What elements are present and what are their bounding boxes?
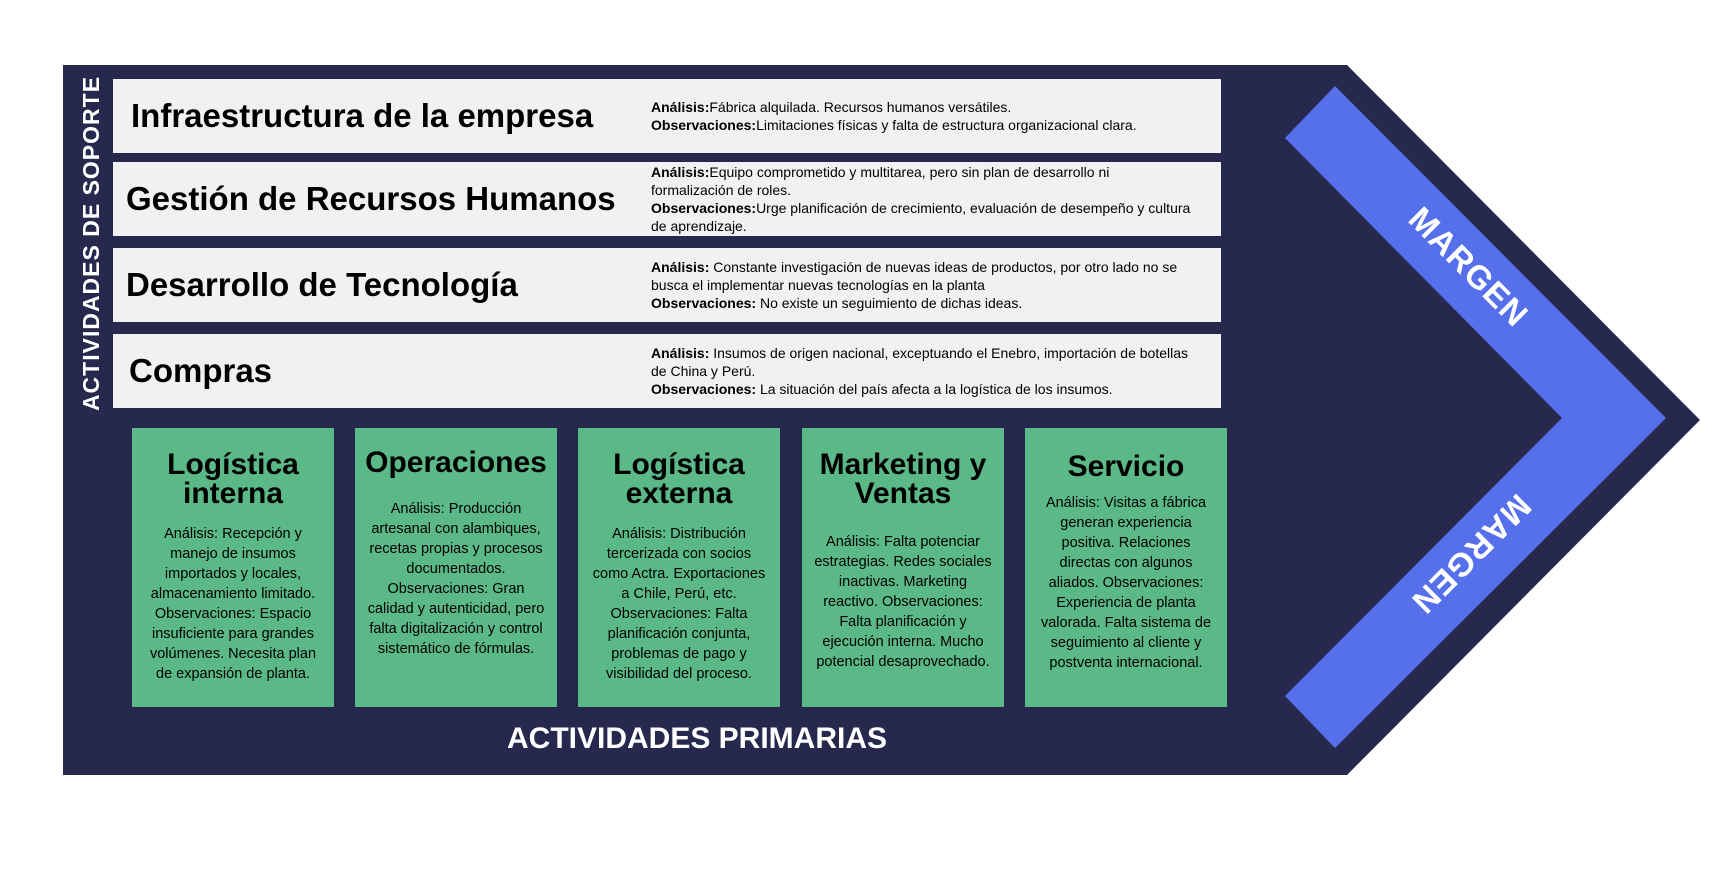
observations-line: Observaciones: La situación del país afecta a la logística de los insumos. bbox=[651, 381, 1113, 397]
primary-activities-title: ACTIVIDADES PRIMARIAS bbox=[506, 722, 888, 755]
primary-card-service bbox=[1025, 428, 1227, 707]
observations-line: Observaciones: No existe un seguimiento de dichas ideas. bbox=[651, 295, 1023, 311]
primary-card-body: Análisis: Recepción y manejo de insumos importados y locales, almacenamiento limitado. Observaciones: Espacio insuficiente para grandes volúmenes. Necesita plan de expansión de planta. bbox=[149, 526, 317, 682]
support-row-infrastructure bbox=[113, 79, 1221, 153]
support-row-notes bbox=[651, 162, 1191, 236]
primary-card-title: Logística externa bbox=[613, 448, 745, 510]
primary-card-title: Marketing y Ventas bbox=[819, 448, 987, 510]
primary-card-marketing-sales bbox=[802, 428, 1004, 707]
primary-card-operations bbox=[355, 428, 557, 707]
primary-card-body: Análisis: Distribución tercerizada con socios como Actra. Exportaciones a Chile, Perú, etc. Observaciones: Falta planificación conjunta, problemas de pago y visibilidad del proceso. bbox=[592, 526, 766, 682]
support-row-technology bbox=[113, 248, 1221, 322]
primary-card-title: Servicio bbox=[1067, 450, 1185, 483]
primary-card-body: Análisis: Falta potenciar estrategias. Redes sociales inactivas. Marketing reactivo. Observaciones: Falta planificación y ejecución interna. Mucho potencial desaprovechado. bbox=[814, 534, 992, 670]
observations-line: Observaciones:Limitaciones físicas y falta de estructura organizacional clara. bbox=[651, 117, 1137, 133]
support-row-notes bbox=[651, 79, 1191, 153]
observations-line: Observaciones:Urge planificación de crecimiento, evaluación de desempeño y cultura de aprendizaje. bbox=[651, 200, 1191, 234]
primary-card-title: Operaciones bbox=[365, 446, 547, 479]
analysis-line: Análisis:Equipo comprometido y multitarea, pero sin plan de desarrollo ni formalización de roles. bbox=[651, 164, 1110, 198]
primary-card-title: Logística interna bbox=[167, 448, 299, 510]
primary-card-inbound-logistics bbox=[132, 428, 334, 707]
analysis-line: Análisis:Fábrica alquilada. Recursos humanos versátiles. bbox=[651, 99, 1012, 115]
primary-card-body: Análisis: Visitas a fábrica generan experiencia positiva. Relaciones directas con algunos aliados. Observaciones: Experiencia de planta valorada. Falta sistema de seguimiento al cliente y postventa internacional. bbox=[1040, 495, 1212, 671]
support-row-purchasing bbox=[113, 334, 1221, 408]
support-row-notes bbox=[651, 334, 1191, 408]
support-row-human-resources bbox=[113, 162, 1221, 236]
support-row-title: Desarrollo de Tecnología bbox=[126, 266, 518, 303]
support-activities-title: ACTIVIDADES DE SOPORTE bbox=[78, 75, 105, 411]
margin-label-lower: MARGEN bbox=[1404, 487, 1539, 622]
support-row-title: Infraestructura de la empresa bbox=[131, 97, 594, 134]
support-row-title: Compras bbox=[129, 352, 273, 389]
margin-label-upper: MARGEN bbox=[1401, 199, 1536, 334]
support-row-title: Gestión de Recursos Humanos bbox=[126, 180, 616, 217]
primary-card-outbound-logistics bbox=[578, 428, 780, 707]
support-row-notes bbox=[651, 248, 1191, 322]
analysis-line: Análisis: Insumos de origen nacional, exceptuando el Enebro, importación de botellas de China y Perú. bbox=[651, 345, 1188, 379]
analysis-line: Análisis: Constante investigación de nuevas ideas de productos, por otro lado no se busca el implementar nuevas tecnologías en la planta bbox=[651, 259, 1178, 293]
primary-card-body: Análisis: Producción artesanal con alambiques, recetas propias y procesos documentados. Observaciones: Gran calidad y autenticidad, pero falta digitalización y control sistemático de fórmulas. bbox=[367, 501, 545, 657]
